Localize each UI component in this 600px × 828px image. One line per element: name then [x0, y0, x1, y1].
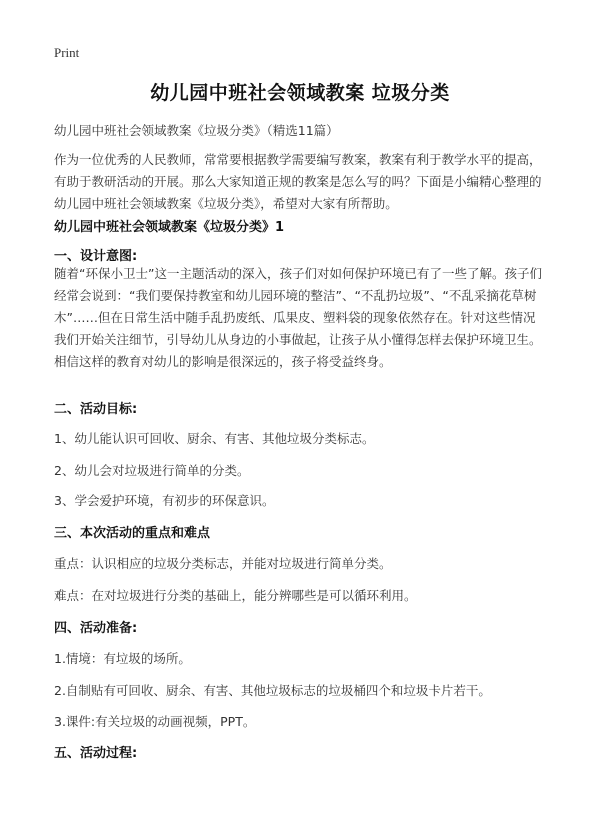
goal-item: 2、幼儿会对垃圾进行简单的分类。	[54, 463, 250, 478]
document-subtitle: 幼儿园中班社会领域教案《垃圾分类》（精选11篇）	[54, 123, 339, 138]
section-heading-focus: 三、本次活动的重点和难点	[54, 526, 211, 541]
preparation-item: 1.情境：有垃圾的场所。	[54, 651, 191, 666]
goal-item: 3、学会爱护环境，有初步的环保意识。	[54, 493, 275, 508]
preparation-item: 2.自制贴有可回收、厨余、有害、其他垃圾标志的垃圾桶四个和垃圾卡片若干。	[54, 683, 491, 698]
section-heading-process: 五、活动过程:	[54, 746, 138, 761]
goal-item: 1、幼儿能认识可回收、厨余、有害、其他垃圾分类标志。	[54, 431, 375, 446]
key-point-text: 重点：认识相应的垃圾分类标志，并能对垃圾进行简单分类。	[54, 556, 392, 571]
lesson-plan-heading: 幼儿园中班社会领域教案《垃圾分类》1	[54, 220, 285, 235]
preparation-item: 3.课件:有关垃圾的动画视频，PPT。	[54, 714, 256, 729]
page-title: 幼儿园中班社会领域教案 垃圾分类	[150, 82, 450, 104]
intro-paragraph: 作为一位优秀的人民教师，常常要根据教学需要编写教案，教案有利于教学水平的提高，有助于教研活动的开展。那么大家知道正规的教案是怎么写的吗？下面是小编精心整理的幼儿园中班社会领域教案《垃圾分类》，希望对大家有所帮助。	[54, 152, 542, 211]
section-heading-preparation: 四、活动准备:	[54, 621, 138, 636]
design-intent-paragraph: 随着“环保小卫士”这一主题活动的深入，孩子们对如何保护环境已有了一些了解。孩子们经常会说到：“我们要保持教室和幼儿园环境的整洁”、“不乱扔垃圾”、“不乱采摘花草树木”……但在日常生活中随手乱扔废纸、瓜果皮、塑料袋的现象依然存在。针对这些情况我们开始关注细节，引导幼儿从身边的小事做起，让孩子从小懂得怎样去保护环境卫生。相信这样的教育对幼儿的影响是很深远的，孩子将受益终身。	[54, 266, 542, 369]
section-heading-design-intent: 一、设计意图:	[54, 249, 138, 264]
print-link[interactable]: Print	[54, 45, 80, 60]
section-heading-goals: 二、活动目标:	[54, 402, 138, 417]
difficulty-text: 难点：在对垃圾进行分类的基础上，能分辨哪些是可以循环利用。	[54, 588, 417, 603]
